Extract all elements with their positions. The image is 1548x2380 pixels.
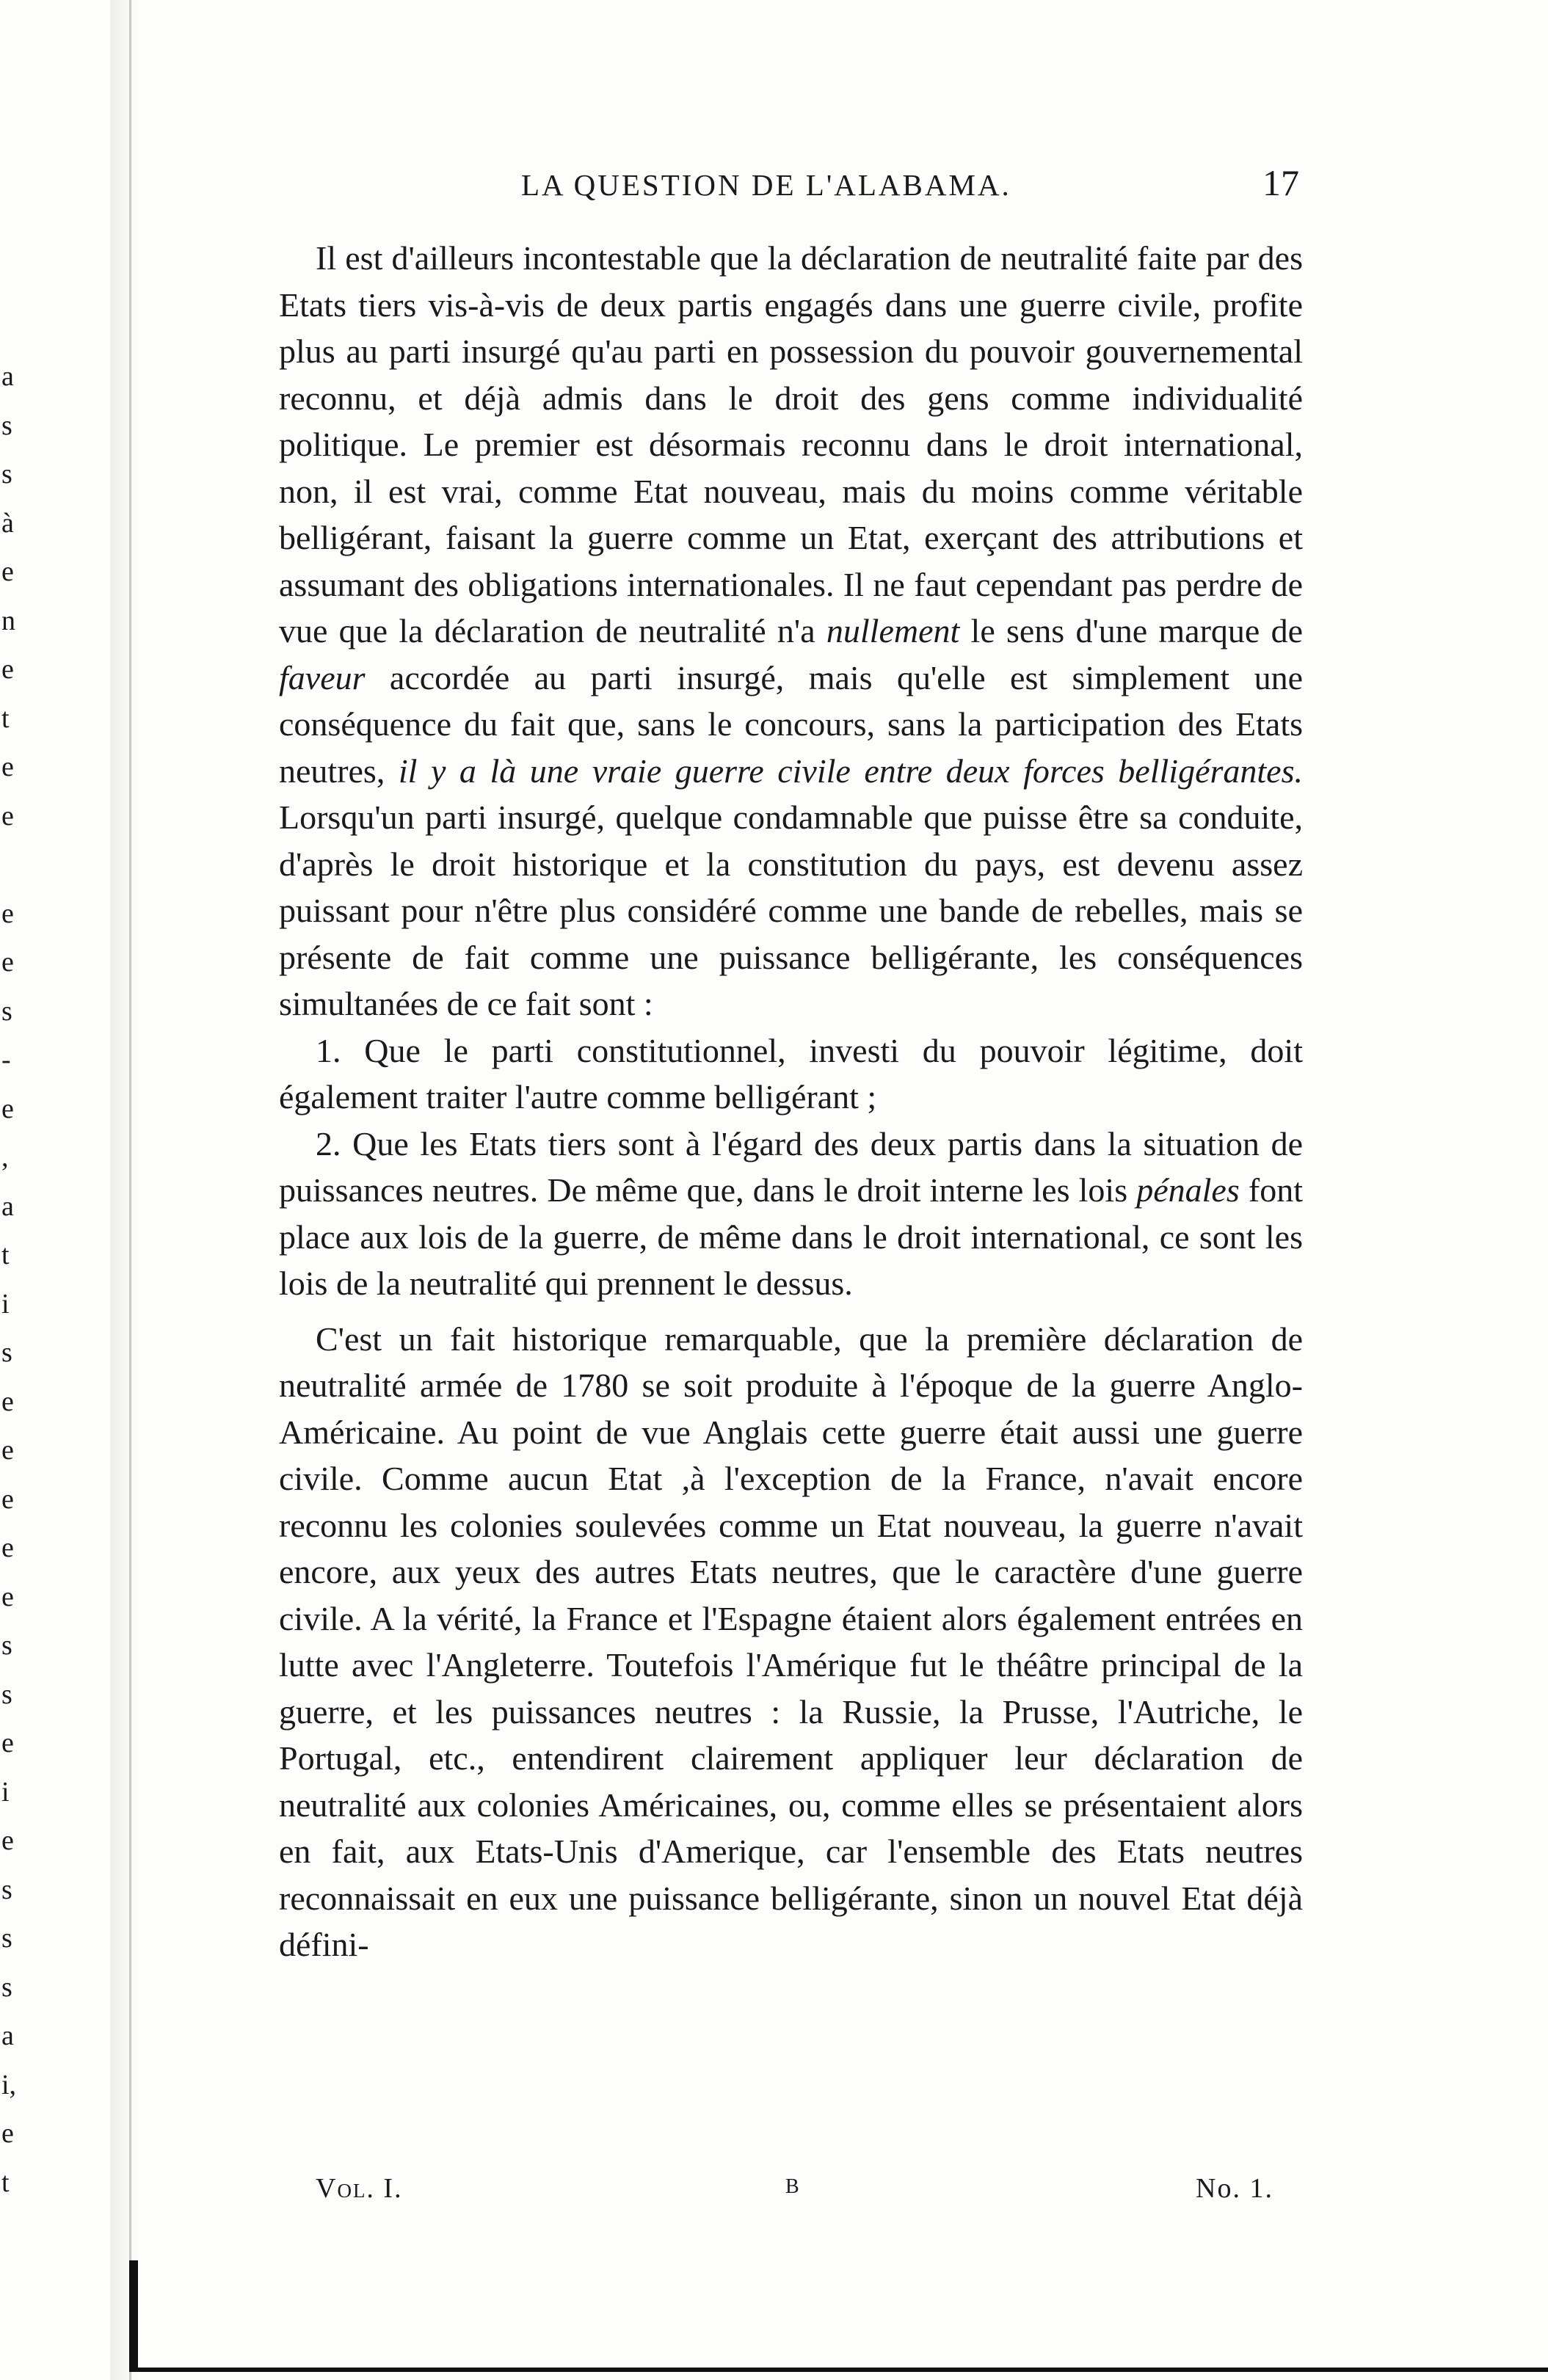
margin-letter: e [1, 1435, 14, 1466]
margin-letter: s [1, 410, 12, 441]
text-run: Il est d'ailleurs incontestable que la déclaration de neutralité faite par des Etats tiers vis-à-vis de deux partis engagés dans une guerre civile, profite plus au parti insurgé qu'au parti en possession du pouvoir gouvernemental reconnu, et déjà admis dans le droit des gens comme individualité politique. Le premier est désormais reconnu dans le droit international, non, il est vrai, comme Etat nouveau, mais du moins comme véritable belligérant, faisant la guerre comme un Etat, exerçant des attributions et assumant des obligations internationales. Il ne faut cependant pas perdre de vue que la déclaration de neutralité n'a [279, 239, 1303, 649]
paragraph-2: C'est un fait historique remarquable, que la première déclaration de neutralité armée de 1780 se soit produite à l'époque de la guerre Anglo-Américaine. Au point de vue Anglais cette guerre était aussi une guerre civile. Comme aucun Etat ,à l'exception de la France, n'avait encore reconnu les colonies soulevées comme un Etat nouveau, la guerre n'avait encore, aux yeux des autres Etats neutres, que le caractère d'une guerre civile. A la vérité, la France et l'Espagne étaient alors également entrées en lutte avec l'Angleterre. Toutefois l'Amérique fut le théâtre principal de la guerre, et les puissances neutres : la Russie, la Prusse, l'Autriche, le Portugal, etc., entendirent clairement appliquer leur déclaration de neutralité aux colonies Américaines, ou, comme elles se présentaient alors en fait, aux Etats-Unis d'Amerique, car l'ensemble des Etats neutres reconnaissait en eux une puissance belligérante, sinon un nouvel Etat déjà défini- [279, 1320, 1303, 1963]
margin-letter: s [1, 1874, 12, 1905]
italic-run: faveur [279, 658, 366, 696]
footer-number: No. 1. [1196, 2173, 1273, 2204]
paragraph-1 [279, 235, 1303, 1027]
binding-bar [129, 2260, 138, 2370]
margin-letter: e [1, 1581, 14, 1612]
running-head [294, 162, 1299, 219]
text-run: le sens d'une marque de [959, 612, 1303, 649]
text-run: Lorsqu'un parti insurgé, quelque condamnable que puisse être sa conduite, d'après le droit historique et la constitution du pays, est devenu assez puissant pour n'être plus considéré comme une bande de rebelles, mais se présente de fait comme une puissance belligérante, les conséquences simultanées de ce fait sont : [279, 798, 1303, 1022]
bottom-edge-rule [129, 2368, 1548, 2372]
margin-letter: t [1, 702, 10, 734]
margin-letter: i, [1, 2069, 17, 2100]
margin-letter: i [1, 1288, 10, 1320]
margin-letter: s [1, 1630, 12, 1661]
list-item-1: 1. Que le parti constitutionnel, investi du pouvoir légitime, doit également traiter l'autre comme belligérant ; [279, 1031, 1303, 1116]
italic-run: pénales [1136, 1171, 1240, 1209]
margin-letter: s [1, 1678, 12, 1710]
text-run: font place aux lois de la guerre, de même dans le droit international, ce sont les lois de la neutralité qui prennent le dessus. [279, 1171, 1303, 1302]
margin-letter: - [1, 1044, 11, 1075]
margin-letter: s [1, 995, 12, 1027]
margin-letter: t [1, 1240, 10, 1270]
margin-letter: e [1, 1386, 14, 1417]
margin-letter: e [1, 654, 14, 685]
facing-page-margin [0, 352, 29, 2207]
list-item-2 [279, 1121, 1303, 1307]
margin-letter: e [1, 1825, 14, 1856]
margin-letter: , [1, 1142, 9, 1173]
text-run: 2. Que les Etats tiers sont à l'égard des deux partis dans la situation de puissances neutres. De même que, dans le droit interne les lois [279, 1124, 1303, 1209]
italic-run: il y a là une vraie guerre civile entre deux forces belligérantes. [398, 752, 1303, 790]
margin-letter: s [1, 1337, 12, 1368]
page-number: 17 [1262, 162, 1299, 203]
margin-letter: e [1, 898, 14, 929]
margin-letter: e [1, 800, 14, 831]
margin-letter: a [1, 361, 14, 392]
body-text [279, 235, 1303, 1968]
margin-letter: à [1, 507, 14, 539]
margin-letter: e [1, 1483, 14, 1515]
margin-letter: e [1, 2118, 14, 2149]
running-title: LA QUESTION DE L'ALABAMA. [521, 168, 1011, 202]
margin-letter: e [1, 1093, 14, 1124]
margin-letter: a [1, 1190, 14, 1222]
margin-letter: e [1, 556, 14, 587]
margin-letter: n [1, 605, 15, 636]
footer-volume: Vol. I. [316, 2173, 403, 2204]
margin-letter: a [1, 2020, 14, 2051]
spine-line [129, 0, 131, 2380]
margin-letter: s [1, 459, 12, 490]
page-footer [316, 2172, 1273, 2216]
margin-letter: e [1, 752, 14, 782]
footer-signature-mark: B [785, 2175, 799, 2198]
margin-letter: s [1, 1923, 12, 1954]
text-run: accordée au parti insurgé, mais qu'elle est simplement une conséquence du fait que, sans le concours, sans la participation des Etats neutres, [279, 658, 1303, 790]
margin-letter [0, 840, 29, 889]
italic-run: nullement [826, 612, 960, 649]
margin-letter: e [1, 947, 14, 978]
binding-shadow [110, 0, 139, 2380]
margin-letter: s [1, 1971, 12, 2003]
margin-letter: i [1, 1776, 10, 1808]
margin-letter: t [1, 2166, 10, 2198]
margin-letter: e [1, 1532, 14, 1563]
margin-letter: e [1, 1728, 14, 1758]
